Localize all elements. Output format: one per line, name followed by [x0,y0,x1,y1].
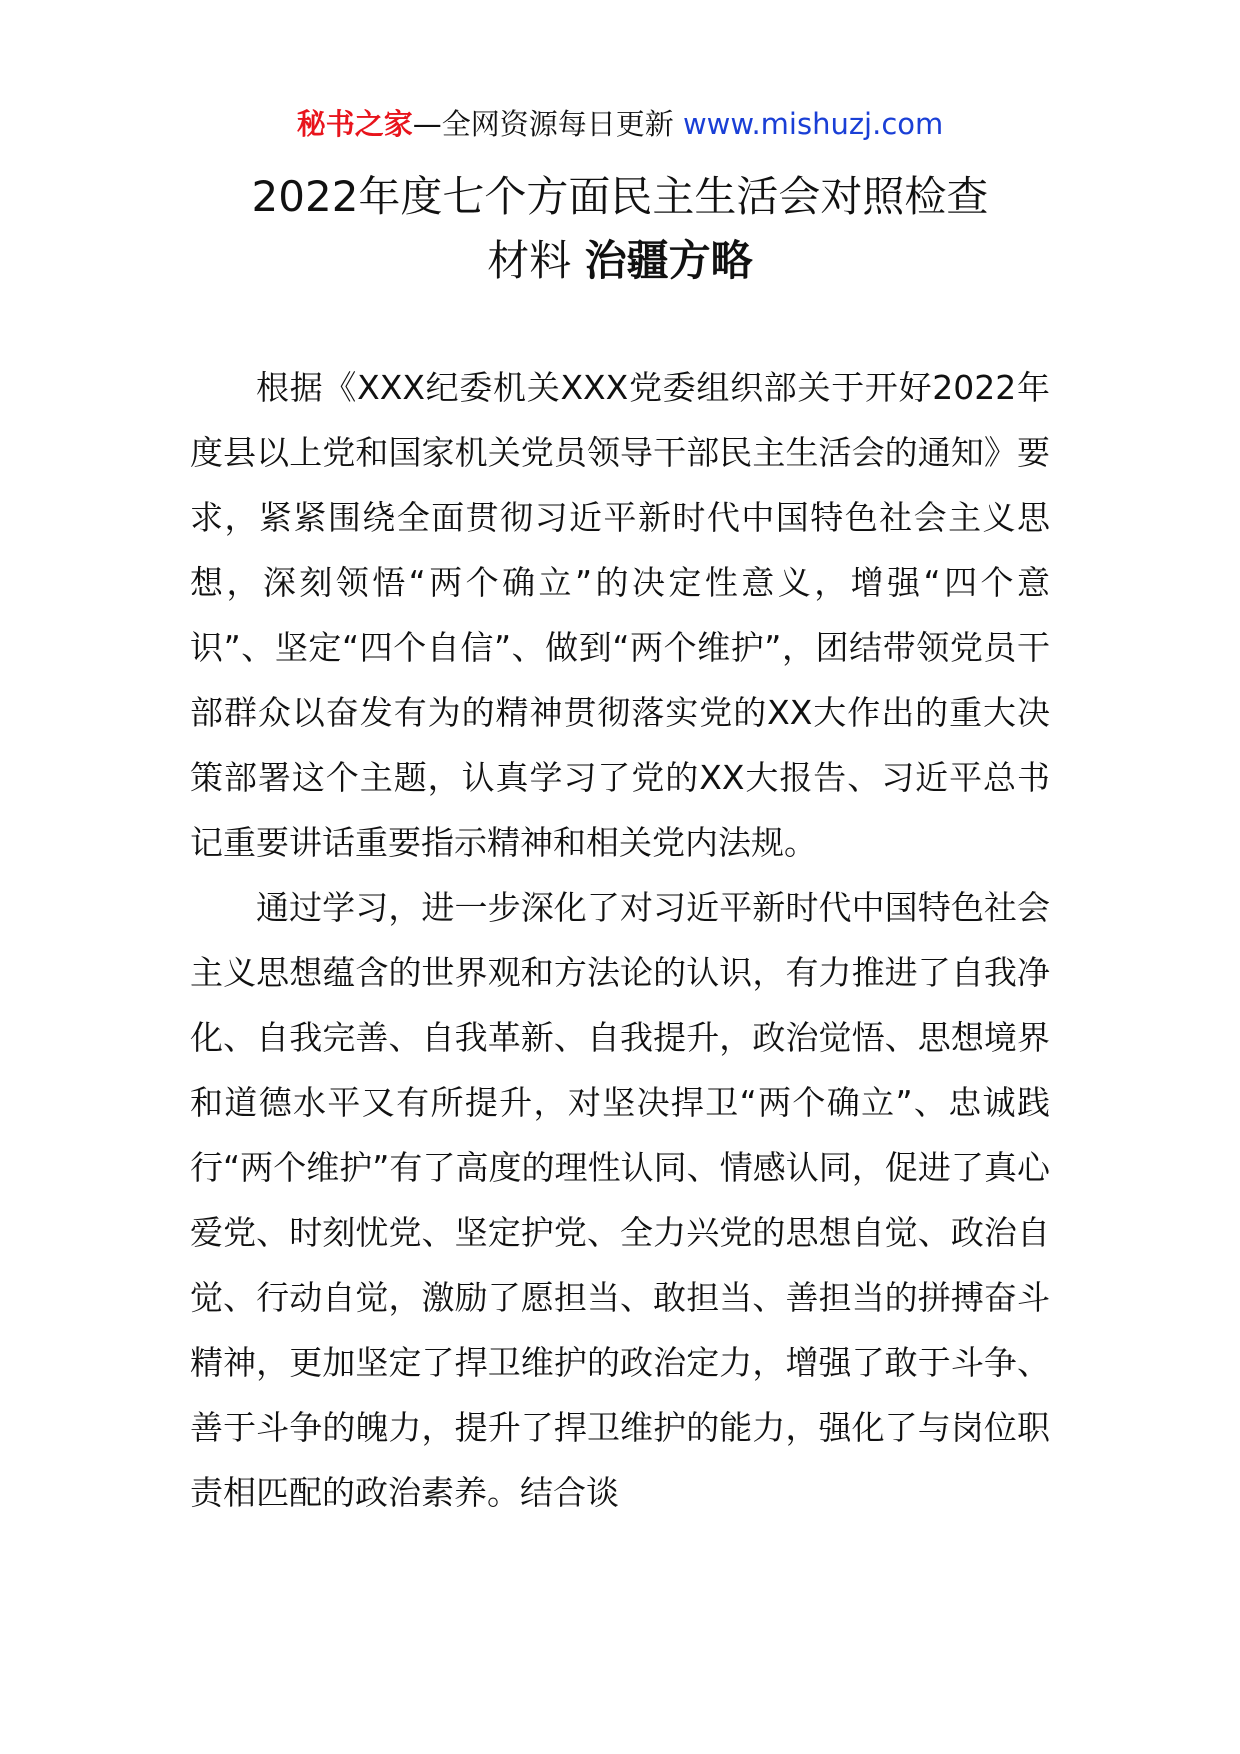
site-url-link[interactable]: www.mishuzj.com [682,107,944,141]
document-body [190,355,1050,1525]
header-tagline: —全网资源每日更新 [412,107,674,141]
title-line-2-bold: 治疆方略 [584,236,753,285]
title-line-2-text: 材料 [487,236,572,285]
paragraph-1: 根据《XXX纪委机关XXX党委组织部关于开好2022年度县以上党和国家机关党员领导干部民主生活会的通知》要求，紧紧围绕全面贯彻习近平新时代中国特色社会主义思想，深刻领悟“两个确立”的决定性意义，增强“四个意识”、坚定“四个自信”、做到“两个维护”，团结带领党员干部群众以奋发有为的精神贯彻落实党的XX大作出的重大决策部署这个主题，认真学习了党的XX大报告、习近平总书记重要讲话重要指示精神和相关党内法规。 [190,368,1050,862]
title-line-1: 2022年度七个方面民主生活会对照检查 [251,172,989,221]
document-title [0,165,1240,293]
site-header [0,104,1240,144]
title-line-2 [0,229,1240,293]
brand-name: 秘书之家 [296,107,413,141]
paragraph-2: 通过学习，进一步深化了对习近平新时代中国特色社会主义思想蕴含的世界观和方法论的认识，有力推进了自我净化、自我完善、自我革新、自我提升，政治觉悟、思想境界和道德水平又有所提升，对坚决捍卫“两个确立”、忠诚践行“两个维护”有了高度的理性认同、情感认同，促进了真心爱党、时刻忧党、坚定护党、全力兴党的思想自觉、政治自觉、行动自觉，激励了愿担当、敢担当、善担当的拼搏奋斗精神，更加坚定了捍卫维护的政治定力，增强了敢于斗争、善于斗争的魄力，提升了捍卫维护的能力，强化了与岗位职责相匹配的政治素养。结合谈 [190,888,1050,1512]
